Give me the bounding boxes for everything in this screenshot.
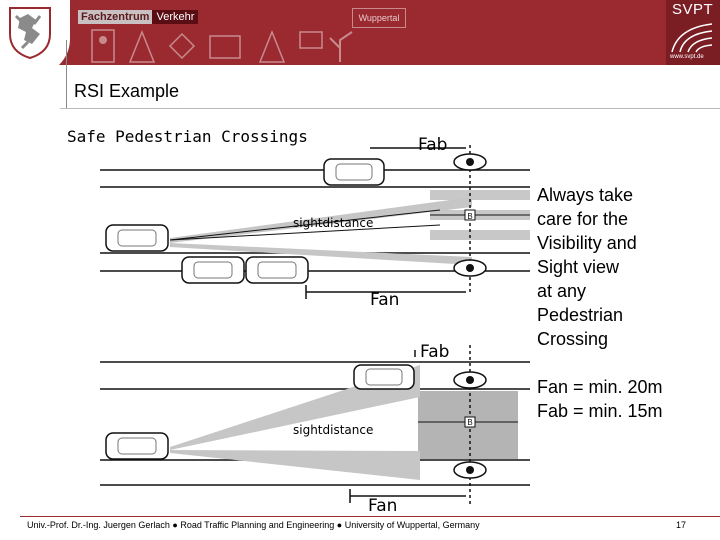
car-approaching-bottom bbox=[106, 433, 168, 459]
brand-part1: Fachzentrum bbox=[78, 10, 152, 24]
side-text-line: Visibility and bbox=[537, 233, 637, 253]
parked-car-top-1 bbox=[182, 257, 244, 283]
side-text-line: Pedestrian bbox=[537, 305, 624, 325]
side-text-line: at any bbox=[537, 281, 587, 301]
pedestrian-eye-bottom-2 bbox=[454, 462, 486, 478]
lion-crest-icon bbox=[6, 4, 54, 60]
car-oncoming-bottom bbox=[354, 365, 414, 389]
marker-top: B bbox=[467, 212, 473, 221]
pedestrian-eye-top-1 bbox=[454, 154, 486, 170]
side-text-line: care for the bbox=[537, 209, 629, 229]
requirement-fan: Fan = min. 20m bbox=[537, 377, 663, 397]
svpt-logo bbox=[666, 0, 720, 65]
sightdistance-label-bottom: sightdistance bbox=[293, 423, 374, 437]
sightdistance-label-top: sightdistance bbox=[293, 216, 374, 230]
footer-text: Univ.-Prof. Dr.-Ing. Juergen Gerlach ● Road Traffic Planning and Engineering ● University of Wuppertal, Germany bbox=[27, 520, 480, 530]
fan-label-top: Fan bbox=[370, 290, 400, 310]
pedestrian-eye-bottom-1 bbox=[454, 372, 486, 388]
footer-divider bbox=[20, 516, 720, 517]
requirement-fab: Fab = min. 15m bbox=[537, 401, 663, 421]
fab-label-bottom: Fab bbox=[420, 342, 450, 362]
city-sign: Wuppertal bbox=[352, 8, 406, 28]
crossing-diagrams bbox=[60, 135, 530, 515]
slide-title: RSI Example bbox=[74, 81, 180, 101]
side-text-line: Sight view bbox=[537, 257, 620, 277]
slide-subtitle: Safe Pedestrian Crossings bbox=[67, 127, 308, 146]
fan-label-bottom: Fan bbox=[368, 496, 398, 516]
page-number: 17 bbox=[676, 520, 687, 530]
side-text-line: Crossing bbox=[537, 329, 609, 349]
traffic-signs-collage bbox=[90, 28, 390, 64]
svpt-url: www.svpt.de bbox=[670, 54, 704, 60]
title-divider-vertical bbox=[66, 40, 67, 108]
brand-label bbox=[78, 10, 198, 24]
pedestrian-eye-top-2 bbox=[454, 260, 486, 276]
side-text-line: Always take bbox=[537, 185, 634, 205]
brand-part2: Verkehr bbox=[152, 10, 198, 24]
crest-logo bbox=[0, 0, 70, 75]
sight-beam-lower-bottom bbox=[170, 450, 420, 480]
title-divider-horizontal bbox=[60, 108, 720, 109]
marker-bottom: B bbox=[467, 418, 473, 427]
svpt-logo-text: SVPT bbox=[672, 1, 714, 18]
car-oncoming-top bbox=[324, 159, 384, 185]
parked-car-top-2 bbox=[246, 257, 308, 283]
header-banner bbox=[0, 0, 720, 65]
requirements bbox=[537, 375, 663, 423]
svpt-arcs-icon bbox=[668, 20, 718, 54]
fab-label-top: Fab bbox=[418, 135, 448, 155]
car-approaching-top bbox=[106, 225, 168, 251]
side-text bbox=[537, 183, 697, 351]
